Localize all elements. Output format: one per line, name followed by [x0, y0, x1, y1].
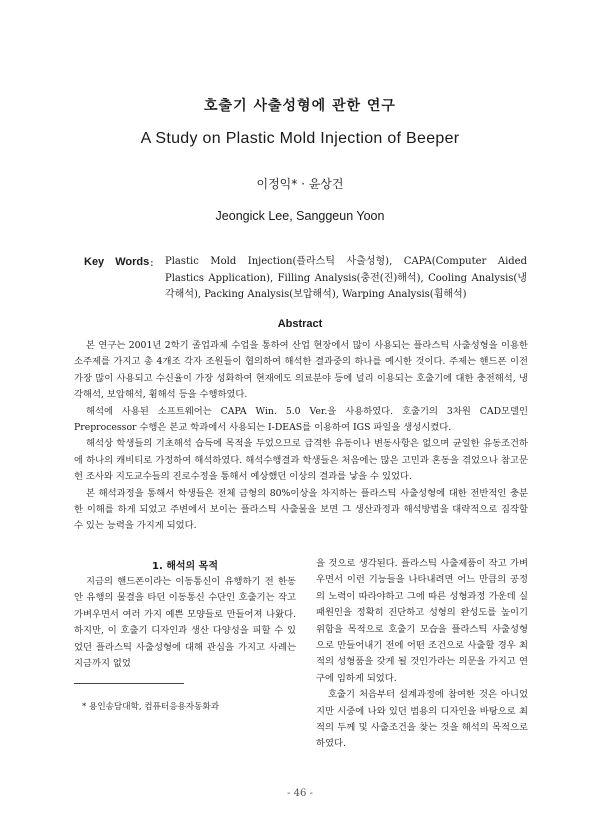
body-paragraph: 호출기 처음부터 설계과정에 참여한 것은 아니었지만 시중에 나와 있던 범용의 디자인을 바탕으로 최적의 두께 및 사출조건을 찾는 것을 해석의 목적으로 하였다. [316, 689, 528, 750]
authors-english: Jeongick Lee, Sanggeun Yoon [215, 209, 385, 223]
title-english: A Study on Plastic Mold Injection of Beeper [140, 130, 460, 147]
body-paragraph: 지금의 핸드폰이라는 이동통신이 유행하기 전 한동안 유행의 물결을 타던 이동통신 수단인 호출기는 작고 가벼우면서 여러 가지 예쁜 모양들로 만들어져 나왔다. 하지만, 이 호출기 디자인과 생산 다양성을 피할 수 있었던 플라스틱 사출성형에 대해 관심을 가지고 사례는 지금까지 없었 [74, 576, 296, 670]
keywords-text: Plastic Mold Injection(플라스틱 사출성형), CAPA(Computer Aided Plastics Application), Filling Analysis(충전(진)해석), Cooling Analysis(냉각해석), Packing Analysis(보압해석), Warping Analysis(휨해석) [165, 256, 527, 300]
keywords-label: Key Words [84, 256, 150, 268]
abstract-paragraph: 본 해석과정을 통해서 학생들은 전체 금형의 80%이상을 차지하는 플라스틱 사출성형에 대한 전반적인 충분한 이해를 하게 되었고 주변에서 보이는 플라스틱 사출물을 보면 그 생산과정과 해석방법을 대략적으로 짐작할 수 있는 능력을 가지게 되었다. [74, 487, 528, 532]
abstract-heading: Abstract [277, 318, 323, 330]
page-number: - 46 - [287, 788, 313, 799]
section-heading: 1. 해석의 목적 [151, 561, 219, 572]
abstract-paragraph: 해석상 학생들의 기초해석 습득에 목적을 두었으므로 급격한 유동이나 변동사항은 없으며 균일한 유동조건하에 하나의 캐비티로 가정하여 해석하였다. 해석수행결과 학생들은 처음에는 많은 고민과 혼동을 겪었으나 참고문헌 조사와 지도교수들의 진로수정을 통해서 예상했던 이상의 결과를 낳을 수 있었다. [74, 438, 528, 483]
footnote-divider [74, 683, 184, 684]
abstract-paragraph: 해석에 사용된 소프트웨어는 CAPA Win. 5.0 Ver.을 사용하였다. 호출기의 3차원 CAD모델인 Preprocessor 수행은 본교 학과에서 사용되는 I-DEAS를 이용하여 IGS 파일을 생성시켰다. [74, 405, 528, 434]
keywords-colon: : [150, 256, 154, 269]
authors-korean: 이정익* · 윤상건 [256, 177, 344, 191]
title-korean: 호출기 사출성형에 관한 연구 [204, 98, 396, 114]
abstract-paragraph: 본 연구는 2001년 2학기 졸업과제 수업을 통하여 산업 현장에서 많이 사용되는 플라스틱 사출성형을 이용한 소주제를 가지고 총 4개조 각자 조원들이 협의하여 해석한 결과중의 하나를 예시한 것이다. 주제는 핸드폰 이전 가장 많이 사용되고 수신율이 가장 성화하여 현재에도 의료분야 등에 널리 이용되는 호출기에 대한 충전해석, 냉각해석, 보압해석, 휨해석 등을 수행하였다. [74, 340, 528, 401]
footnote: * 용인송담대학, 컴퓨터응용자동화과 [82, 702, 220, 712]
left-column [74, 574, 296, 672]
body-paragraph: 을 것으로 생각된다. 플라스틱 사출제품이 작고 가벼우면서 이런 기능들을 나타내려면 어느 만큼의 공정의 노력이 따라야하고 그에 따른 성형과정 가운데 실패원인을 정확히 진단하고 성형의 완성도를 높이기 위함을 목적으로 호출기 모습을 플라스틱 사출성형으로 만들어내기 전에 어떤 조건으로 사출할 경우 최적의 성형품을 갖게 될 것인가라는 의문을 가지고 연구에 임하게 되었다. [316, 558, 528, 684]
abstract-body [74, 338, 528, 535]
right-column [316, 556, 528, 753]
